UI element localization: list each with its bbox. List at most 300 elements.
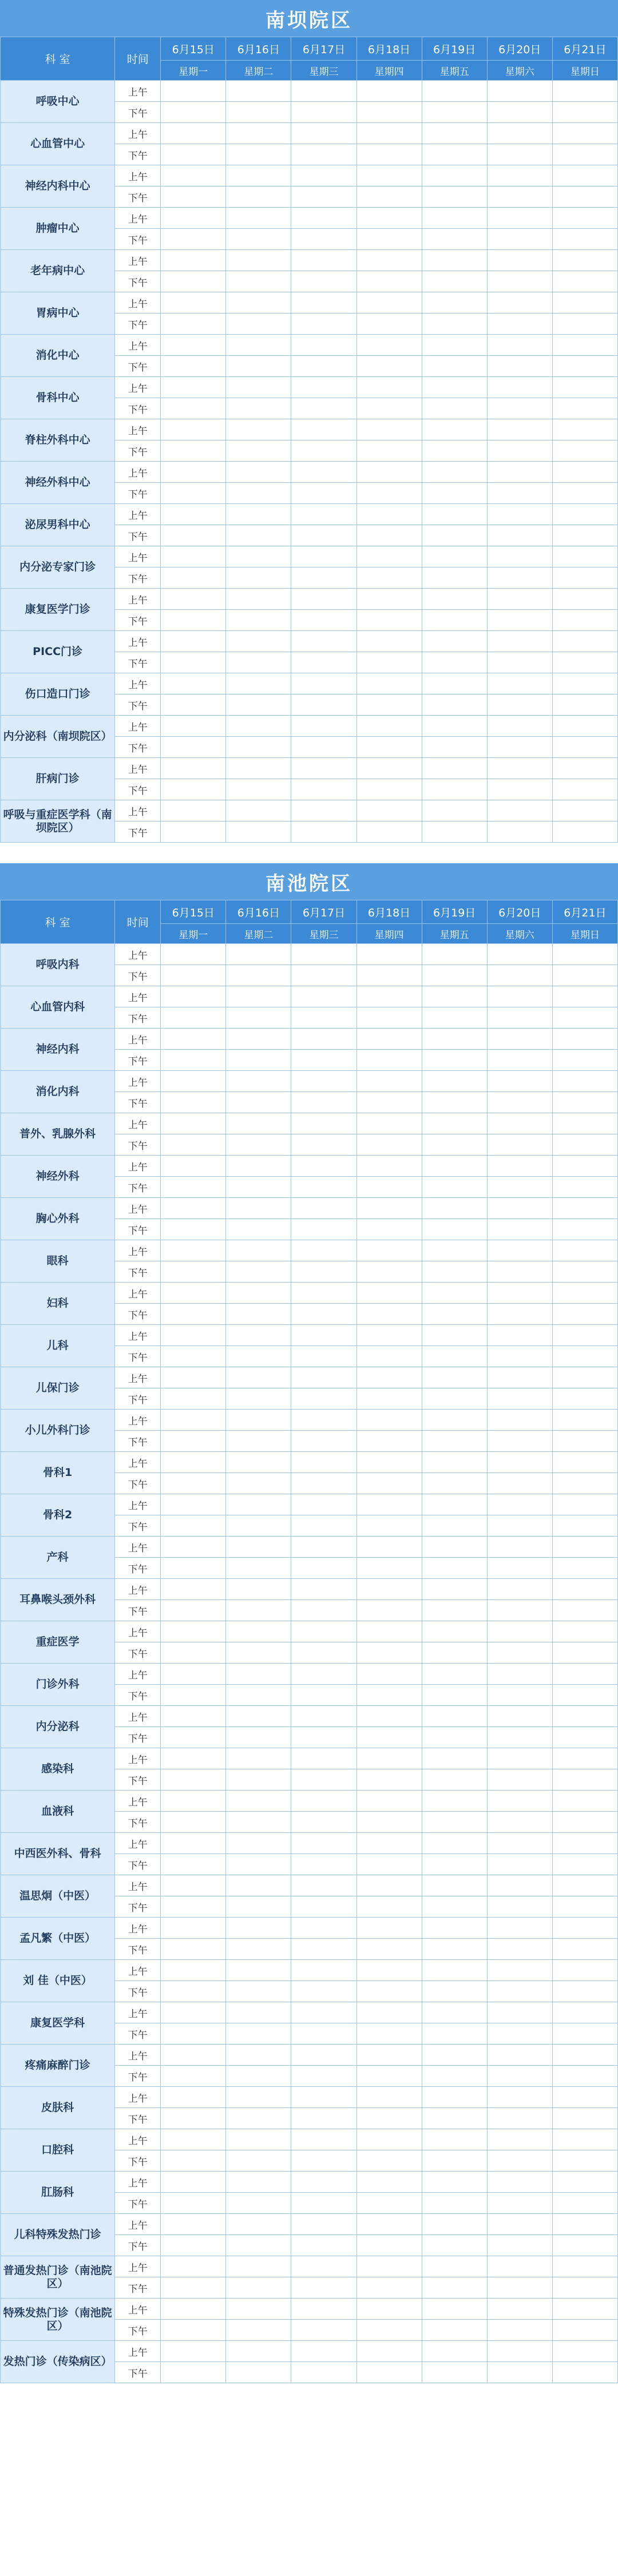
doctor-cell bbox=[161, 610, 226, 631]
period-label: 下午 bbox=[115, 1219, 161, 1240]
column-header-weekday: 星期一 bbox=[161, 924, 226, 944]
doctor-cell bbox=[161, 229, 226, 250]
doctor-cell bbox=[161, 1367, 226, 1388]
doctor-cell bbox=[552, 1600, 617, 1621]
doctor-cell bbox=[291, 1854, 356, 1875]
doctor-cell bbox=[226, 1875, 291, 1896]
period-label: 上午 bbox=[115, 1579, 161, 1600]
doctor-cell bbox=[356, 2150, 422, 2172]
column-header-dept: 科 室 bbox=[1, 900, 115, 944]
table-row bbox=[1, 504, 618, 525]
doctor-cell bbox=[226, 694, 291, 716]
doctor-cell bbox=[356, 1579, 422, 1600]
doctor-cell bbox=[161, 1346, 226, 1367]
doctor-cell bbox=[161, 965, 226, 986]
doctor-cell bbox=[226, 2320, 291, 2341]
period-label: 上午 bbox=[115, 2256, 161, 2277]
doctor-cell bbox=[226, 1452, 291, 1473]
doctor-cell bbox=[226, 1621, 291, 1642]
doctor-cell bbox=[422, 1939, 487, 1960]
doctor-cell bbox=[291, 2214, 356, 2235]
doctor-cell bbox=[356, 1537, 422, 1558]
period-label: 上午 bbox=[115, 2129, 161, 2150]
doctor-cell bbox=[422, 1706, 487, 1727]
doctor-cell bbox=[226, 800, 291, 821]
doctor-cell bbox=[161, 1981, 226, 2002]
doctor-cell bbox=[161, 1642, 226, 1664]
table-row bbox=[1, 123, 618, 144]
doctor-cell bbox=[226, 965, 291, 986]
doctor-cell bbox=[422, 1685, 487, 1706]
department-name: 温思炯（中医） bbox=[1, 1875, 115, 1918]
doctor-cell bbox=[291, 1007, 356, 1029]
doctor-cell bbox=[422, 2023, 487, 2045]
doctor-cell bbox=[487, 398, 552, 419]
doctor-cell bbox=[487, 1283, 552, 1304]
doctor-cell bbox=[291, 1198, 356, 1219]
table-row bbox=[1, 1240, 618, 1261]
doctor-cell bbox=[291, 2362, 356, 2383]
period-label: 上午 bbox=[115, 716, 161, 737]
doctor-cell bbox=[226, 2172, 291, 2193]
doctor-cell bbox=[226, 1981, 291, 2002]
doctor-cell bbox=[552, 1875, 617, 1896]
doctor-cell bbox=[356, 1685, 422, 1706]
doctor-cell bbox=[226, 1939, 291, 1960]
column-header-date: 6月16日 bbox=[226, 900, 291, 924]
doctor-cell bbox=[422, 81, 487, 102]
doctor-cell bbox=[487, 1558, 552, 1579]
doctor-cell bbox=[161, 1092, 226, 1113]
period-label: 上午 bbox=[115, 1875, 161, 1896]
doctor-cell bbox=[552, 1198, 617, 1219]
doctor-cell bbox=[291, 2235, 356, 2256]
department-name: 心血管中心 bbox=[1, 123, 115, 165]
department-name: 消化内科 bbox=[1, 1071, 115, 1113]
doctor-cell bbox=[356, 965, 422, 986]
table-row bbox=[1, 1621, 618, 1642]
doctor-cell bbox=[356, 1642, 422, 1664]
department-name: 发热门诊（传染病区） bbox=[1, 2341, 115, 2383]
doctor-cell bbox=[226, 1156, 291, 1177]
doctor-cell bbox=[291, 2277, 356, 2299]
doctor-cell bbox=[226, 1304, 291, 1325]
doctor-cell bbox=[487, 419, 552, 440]
department-name: 重症医学 bbox=[1, 1621, 115, 1664]
doctor-cell bbox=[356, 2193, 422, 2214]
doctor-cell bbox=[291, 1642, 356, 1664]
doctor-cell bbox=[291, 986, 356, 1007]
doctor-cell bbox=[356, 1325, 422, 1346]
table-row bbox=[1, 208, 618, 229]
doctor-cell bbox=[487, 2299, 552, 2320]
doctor-cell bbox=[291, 292, 356, 313]
doctor-cell bbox=[422, 737, 487, 758]
table-row bbox=[1, 1791, 618, 1812]
doctor-cell bbox=[161, 419, 226, 440]
doctor-cell bbox=[552, 1748, 617, 1769]
doctor-cell bbox=[226, 821, 291, 843]
column-header-weekday: 星期五 bbox=[422, 924, 487, 944]
doctor-cell bbox=[422, 1812, 487, 1833]
doctor-cell bbox=[161, 716, 226, 737]
department-name: 骨科中心 bbox=[1, 377, 115, 419]
doctor-cell bbox=[291, 483, 356, 504]
period-label: 下午 bbox=[115, 102, 161, 123]
doctor-cell bbox=[422, 292, 487, 313]
doctor-cell bbox=[552, 2172, 617, 2193]
table-row bbox=[1, 165, 618, 186]
doctor-cell bbox=[226, 2277, 291, 2299]
doctor-cell bbox=[226, 1431, 291, 1452]
doctor-cell bbox=[291, 589, 356, 610]
department-name: 产科 bbox=[1, 1537, 115, 1579]
doctor-cell bbox=[487, 1388, 552, 1410]
doctor-cell bbox=[552, 250, 617, 271]
doctor-cell bbox=[487, 1896, 552, 1918]
doctor-cell bbox=[422, 250, 487, 271]
schedule-table bbox=[0, 37, 618, 843]
doctor-cell bbox=[291, 1410, 356, 1431]
doctor-cell bbox=[552, 546, 617, 567]
period-label: 上午 bbox=[115, 1452, 161, 1473]
doctor-cell bbox=[422, 1918, 487, 1939]
doctor-cell bbox=[422, 758, 487, 779]
doctor-cell bbox=[226, 1029, 291, 1050]
doctor-cell bbox=[552, 1621, 617, 1642]
period-label: 上午 bbox=[115, 1621, 161, 1642]
doctor-cell bbox=[291, 1240, 356, 1261]
doctor-cell bbox=[356, 631, 422, 652]
doctor-cell bbox=[161, 165, 226, 186]
doctor-cell bbox=[291, 1748, 356, 1769]
doctor-cell bbox=[356, 1071, 422, 1092]
department-name: 神经外科 bbox=[1, 1156, 115, 1198]
doctor-cell bbox=[552, 1304, 617, 1325]
doctor-cell bbox=[356, 1431, 422, 1452]
doctor-cell bbox=[422, 2087, 487, 2108]
doctor-cell bbox=[356, 186, 422, 208]
department-name: 脊柱外科中心 bbox=[1, 419, 115, 462]
doctor-cell bbox=[356, 1621, 422, 1642]
doctor-cell bbox=[552, 462, 617, 483]
doctor-cell bbox=[291, 1304, 356, 1325]
doctor-cell bbox=[422, 1664, 487, 1685]
period-label: 上午 bbox=[115, 758, 161, 779]
section-gap bbox=[0, 843, 618, 863]
doctor-cell bbox=[291, 81, 356, 102]
doctor-cell bbox=[226, 1918, 291, 1939]
doctor-cell bbox=[487, 292, 552, 313]
doctor-cell bbox=[422, 800, 487, 821]
doctor-cell bbox=[226, 2256, 291, 2277]
period-label: 上午 bbox=[115, 589, 161, 610]
doctor-cell bbox=[291, 440, 356, 462]
doctor-cell bbox=[487, 652, 552, 673]
period-label: 上午 bbox=[115, 800, 161, 821]
doctor-cell bbox=[552, 1473, 617, 1494]
department-name: 普外、乳腺外科 bbox=[1, 1113, 115, 1156]
doctor-cell bbox=[487, 1748, 552, 1769]
doctor-cell bbox=[487, 1664, 552, 1685]
doctor-cell bbox=[487, 1833, 552, 1854]
doctor-cell bbox=[487, 208, 552, 229]
doctor-cell bbox=[291, 2150, 356, 2172]
doctor-cell bbox=[422, 944, 487, 965]
doctor-cell bbox=[422, 2108, 487, 2129]
period-label: 上午 bbox=[115, 1325, 161, 1346]
doctor-cell bbox=[161, 1896, 226, 1918]
doctor-cell bbox=[552, 483, 617, 504]
doctor-cell bbox=[161, 1960, 226, 1981]
doctor-cell bbox=[422, 1642, 487, 1664]
doctor-cell bbox=[552, 1325, 617, 1346]
period-label: 下午 bbox=[115, 1939, 161, 1960]
doctor-cell bbox=[487, 1325, 552, 1346]
column-header-weekday: 星期六 bbox=[487, 924, 552, 944]
doctor-cell bbox=[422, 694, 487, 716]
doctor-cell bbox=[226, 1325, 291, 1346]
doctor-cell bbox=[487, 2235, 552, 2256]
doctor-cell bbox=[356, 165, 422, 186]
doctor-cell bbox=[356, 504, 422, 525]
doctor-cell bbox=[291, 2320, 356, 2341]
doctor-cell bbox=[161, 673, 226, 694]
department-name: 耳鼻喉头颈外科 bbox=[1, 1579, 115, 1621]
doctor-cell bbox=[422, 2299, 487, 2320]
doctor-cell bbox=[161, 2362, 226, 2383]
doctor-cell bbox=[356, 944, 422, 965]
doctor-cell bbox=[422, 1833, 487, 1854]
period-label: 上午 bbox=[115, 123, 161, 144]
doctor-cell bbox=[161, 1939, 226, 1960]
doctor-cell bbox=[422, 144, 487, 165]
doctor-cell bbox=[487, 821, 552, 843]
doctor-cell bbox=[356, 1198, 422, 1219]
doctor-cell bbox=[226, 81, 291, 102]
doctor-cell bbox=[422, 2129, 487, 2150]
doctor-cell bbox=[552, 1664, 617, 1685]
period-label: 上午 bbox=[115, 1156, 161, 1177]
period-label: 下午 bbox=[115, 1388, 161, 1410]
doctor-cell bbox=[161, 2193, 226, 2214]
period-label: 下午 bbox=[115, 1261, 161, 1283]
doctor-cell bbox=[161, 2277, 226, 2299]
doctor-cell bbox=[422, 673, 487, 694]
doctor-cell bbox=[291, 1452, 356, 1473]
doctor-cell bbox=[552, 419, 617, 440]
doctor-cell bbox=[356, 1092, 422, 1113]
department-name: 呼吸内科 bbox=[1, 944, 115, 986]
doctor-cell bbox=[291, 1431, 356, 1452]
table-row bbox=[1, 1156, 618, 1177]
doctor-cell bbox=[422, 356, 487, 377]
doctor-cell bbox=[291, 1367, 356, 1388]
doctor-cell bbox=[161, 1388, 226, 1410]
period-label: 下午 bbox=[115, 271, 161, 292]
doctor-cell bbox=[552, 694, 617, 716]
doctor-cell bbox=[226, 1240, 291, 1261]
period-label: 上午 bbox=[115, 986, 161, 1007]
period-label: 上午 bbox=[115, 1283, 161, 1304]
period-label: 下午 bbox=[115, 1600, 161, 1621]
period-label: 下午 bbox=[115, 965, 161, 986]
doctor-cell bbox=[356, 208, 422, 229]
period-label: 下午 bbox=[115, 1346, 161, 1367]
department-name: 胸心外科 bbox=[1, 1198, 115, 1240]
doctor-cell bbox=[161, 986, 226, 1007]
doctor-cell bbox=[356, 1219, 422, 1240]
doctor-cell bbox=[226, 1071, 291, 1092]
table-row bbox=[1, 2299, 618, 2320]
doctor-cell bbox=[226, 986, 291, 1007]
department-name: 骨科2 bbox=[1, 1494, 115, 1537]
department-name: 门诊外科 bbox=[1, 1664, 115, 1706]
doctor-cell bbox=[161, 2341, 226, 2362]
period-label: 上午 bbox=[115, 1791, 161, 1812]
doctor-cell bbox=[552, 1685, 617, 1706]
period-label: 下午 bbox=[115, 229, 161, 250]
doctor-cell bbox=[422, 1875, 487, 1896]
doctor-cell bbox=[291, 1791, 356, 1812]
doctor-cell bbox=[291, 1219, 356, 1240]
doctor-cell bbox=[487, 965, 552, 986]
period-label: 下午 bbox=[115, 1558, 161, 1579]
doctor-cell bbox=[422, 1029, 487, 1050]
doctor-cell bbox=[291, 1029, 356, 1050]
department-name: 康复医学科 bbox=[1, 2002, 115, 2045]
doctor-cell bbox=[291, 1981, 356, 2002]
doctor-cell bbox=[487, 716, 552, 737]
doctor-cell bbox=[356, 1452, 422, 1473]
doctor-cell bbox=[552, 1283, 617, 1304]
doctor-cell bbox=[226, 2214, 291, 2235]
doctor-cell bbox=[161, 1621, 226, 1642]
doctor-cell bbox=[161, 1791, 226, 1812]
department-name: 内分泌专家门诊 bbox=[1, 546, 115, 589]
doctor-cell bbox=[161, 1812, 226, 1833]
doctor-cell bbox=[422, 1558, 487, 1579]
doctor-cell bbox=[226, 1092, 291, 1113]
period-label: 下午 bbox=[115, 737, 161, 758]
doctor-cell bbox=[226, 250, 291, 271]
doctor-cell bbox=[356, 2129, 422, 2150]
department-name: 儿保门诊 bbox=[1, 1367, 115, 1410]
doctor-cell bbox=[226, 229, 291, 250]
doctor-cell bbox=[161, 1918, 226, 1939]
doctor-cell bbox=[161, 758, 226, 779]
section-title: 南坝院区 bbox=[0, 0, 618, 37]
period-label: 下午 bbox=[115, 1473, 161, 1494]
doctor-cell bbox=[487, 2172, 552, 2193]
doctor-cell bbox=[291, 1727, 356, 1748]
doctor-cell bbox=[552, 716, 617, 737]
period-label: 下午 bbox=[115, 1304, 161, 1325]
doctor-cell bbox=[552, 271, 617, 292]
doctor-cell bbox=[356, 716, 422, 737]
department-name: 内分泌科 bbox=[1, 1706, 115, 1748]
doctor-cell bbox=[356, 2087, 422, 2108]
doctor-cell bbox=[487, 250, 552, 271]
doctor-cell bbox=[356, 1029, 422, 1050]
doctor-cell bbox=[552, 589, 617, 610]
doctor-cell bbox=[422, 2066, 487, 2087]
doctor-cell bbox=[552, 1050, 617, 1071]
period-label: 下午 bbox=[115, 144, 161, 165]
doctor-cell bbox=[422, 1579, 487, 1600]
doctor-cell bbox=[291, 821, 356, 843]
doctor-cell bbox=[226, 2002, 291, 2023]
period-label: 下午 bbox=[115, 1050, 161, 1071]
doctor-cell bbox=[487, 1939, 552, 1960]
doctor-cell bbox=[487, 1029, 552, 1050]
period-label: 上午 bbox=[115, 1537, 161, 1558]
doctor-cell bbox=[356, 1261, 422, 1283]
doctor-cell bbox=[422, 1367, 487, 1388]
doctor-cell bbox=[487, 1198, 552, 1219]
doctor-cell bbox=[291, 398, 356, 419]
department-name: 感染科 bbox=[1, 1748, 115, 1791]
doctor-cell bbox=[487, 694, 552, 716]
doctor-cell bbox=[422, 2150, 487, 2172]
period-label: 上午 bbox=[115, 1960, 161, 1981]
doctor-cell bbox=[422, 779, 487, 800]
doctor-cell bbox=[291, 525, 356, 546]
period-label: 上午 bbox=[115, 208, 161, 229]
doctor-cell bbox=[291, 1134, 356, 1156]
doctor-cell bbox=[487, 1812, 552, 1833]
doctor-cell bbox=[356, 1854, 422, 1875]
doctor-cell bbox=[356, 1896, 422, 1918]
doctor-cell bbox=[226, 631, 291, 652]
doctor-cell bbox=[356, 1304, 422, 1325]
table-row bbox=[1, 1452, 618, 1473]
doctor-cell bbox=[226, 1283, 291, 1304]
doctor-cell bbox=[487, 1685, 552, 1706]
doctor-cell bbox=[552, 229, 617, 250]
doctor-cell bbox=[356, 1875, 422, 1896]
doctor-cell bbox=[356, 102, 422, 123]
doctor-cell bbox=[356, 758, 422, 779]
doctor-cell bbox=[356, 1748, 422, 1769]
doctor-cell bbox=[161, 567, 226, 589]
doctor-cell bbox=[552, 1706, 617, 1727]
doctor-cell bbox=[422, 1283, 487, 1304]
doctor-cell bbox=[226, 1113, 291, 1134]
doctor-cell bbox=[487, 1177, 552, 1198]
doctor-cell bbox=[161, 1113, 226, 1134]
doctor-cell bbox=[161, 2214, 226, 2235]
doctor-cell bbox=[226, 1896, 291, 1918]
doctor-cell bbox=[356, 1177, 422, 1198]
doctor-cell bbox=[422, 1769, 487, 1791]
doctor-cell bbox=[422, 398, 487, 419]
doctor-cell bbox=[552, 821, 617, 843]
period-label: 上午 bbox=[115, 1494, 161, 1515]
doctor-cell bbox=[487, 1706, 552, 1727]
period-label: 上午 bbox=[115, 419, 161, 440]
doctor-cell bbox=[422, 1325, 487, 1346]
doctor-cell bbox=[161, 1177, 226, 1198]
doctor-cell bbox=[161, 1854, 226, 1875]
doctor-cell bbox=[161, 1410, 226, 1431]
doctor-cell bbox=[291, 1918, 356, 1939]
period-label: 上午 bbox=[115, 81, 161, 102]
column-header-date: 6月21日 bbox=[552, 900, 617, 924]
doctor-cell bbox=[422, 462, 487, 483]
table-row bbox=[1, 589, 618, 610]
doctor-cell bbox=[226, 165, 291, 186]
